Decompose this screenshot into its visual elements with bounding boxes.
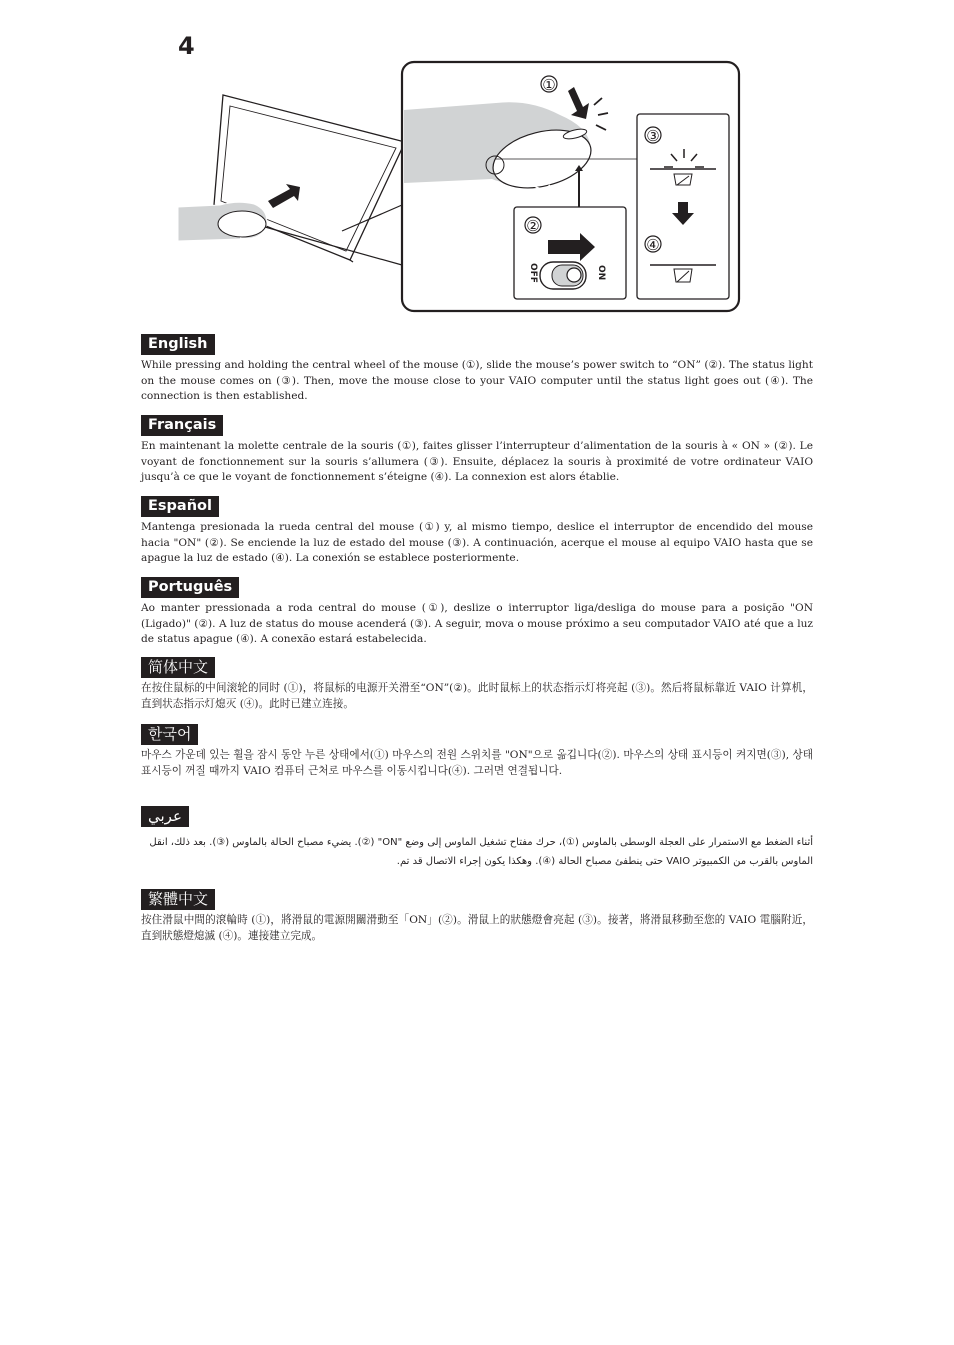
section-heading-portuguese: Português xyxy=(141,577,239,598)
section-english xyxy=(141,333,813,405)
section-arabic xyxy=(141,806,813,871)
callout-1: ① xyxy=(542,76,556,94)
switch-off-label: OFF xyxy=(528,263,538,283)
section-heading-simplified-chinese: 简体中文 xyxy=(141,657,215,678)
section-heading-arabic: عربي xyxy=(141,806,189,827)
section-spanish xyxy=(141,495,813,567)
pairing-illustration xyxy=(170,55,750,317)
section-heading-english: English xyxy=(141,334,215,355)
section-korean xyxy=(141,724,813,779)
hand-near-monitor-drawing xyxy=(178,202,267,241)
section-french xyxy=(141,414,813,486)
callout-3: ③ xyxy=(646,127,660,145)
instructions-spanish: Mantenga presionada la rueda central del mouse (①) y, al mismo tiempo, deslice el interruptor de encendido del mouse hacia "ON" (②). Se enciende la luz de estado del mouse (③). A continuación, acerque el mouse al equipo VAIO hasta que se apague la luz de estado (④). La conexión se establece posteriormente. xyxy=(141,521,813,565)
step-number: 4 xyxy=(178,32,195,60)
instructions-english: While pressing and holding the central wheel of the mouse (①), slide the mouse’s power switch to “ON” (②). The status light on the mouse comes on (③). Then, move the mouse close to your VAIO computer until the status light goes out (④). The connection is then established. xyxy=(141,359,813,403)
callout-4: ④ xyxy=(646,236,660,254)
section-heading-spanish: Español xyxy=(141,496,219,517)
instructions-portuguese: Ao manter pressionada a roda central do mouse (①), deslize o interruptor liga/desliga do mouse para a posição "ON (Ligado)" (②). A luz de status do mouse acenderá (③). A seguir, mova o mouse próximo a seu computador VAIO até que a luz de status apague (④). A conexão estará estabelecida. xyxy=(141,602,813,646)
move-arrow-icon xyxy=(268,184,300,208)
instructions-arabic: أثناء الضغط مع الاستمرار على العجلة الوسطى بالماوس (①)، حرك مفتاح تشغيل الماوس إلى وضع "ON" (②). يضيء مصباح الحالة بالماوس (③). بعد ذلك، انقل الماوس بالقرب من الكمبيوتر VAIO حتى ينطفئ مصباح الحالة (④). وهكذا يكون إجراء الاتصال قد تم. xyxy=(149,837,813,867)
power-switch xyxy=(540,262,586,289)
instructions-traditional-chinese: 按住滑鼠中間的滾輪時 (①)，將滑鼠的電源開關滑動至「ON」(②)。滑鼠上的狀態燈會亮起 (③)。接著，將滑鼠移動至您的 VAIO 電腦附近，直到狀態燈熄滅 (④)。連接建立完成。 xyxy=(141,914,813,942)
switch-on-label: ON xyxy=(596,265,606,281)
instructions-french: En maintenant la molette centrale de la souris (①), faites glisser l’interrupteur d’alimentation de la souris à « ON » (②). Le voyant de fonctionnement sur la souris s’allumera (③). Ensuite, déplacez la souris à proximité de votre ordinateur VAIO jusqu’à ce que le voyant de fonctionnement s’éteigne (④). La connexion est alors établie. xyxy=(141,440,813,484)
callout-2: ② xyxy=(526,217,540,235)
instructions-korean: 마우스 가운데 있는 휠을 잠시 동안 누른 상태에서(①) 마우스의 전원 스위치를 "ON"으로 옮깁니다(②). 마우스의 상태 표시등이 켜지면(③), 상태 표시등이 꺼질 때까지 VAIO 컴퓨터 근처로 마우스를 이동시킵니다(④). 그러면 연결됩니다. xyxy=(141,749,813,777)
section-heading-french: Français xyxy=(141,415,223,436)
section-traditional-chinese xyxy=(141,889,813,944)
section-heading-traditional-chinese: 繁體中文 xyxy=(141,889,215,910)
section-portuguese xyxy=(141,576,813,648)
section-heading-korean: 한국어 xyxy=(141,724,198,745)
section-simplified-chinese xyxy=(141,657,813,712)
instructions-simplified-chinese: 在按住鼠标的中间滚轮的同时 (①)，将鼠标的电源开关滑至“ON”(②)。此时鼠标上的状态指示灯将亮起 (③)。然后将鼠标靠近 VAIO 计算机，直到状态指示灯熄灭 (④)。此时已建立连接。 xyxy=(141,682,813,710)
